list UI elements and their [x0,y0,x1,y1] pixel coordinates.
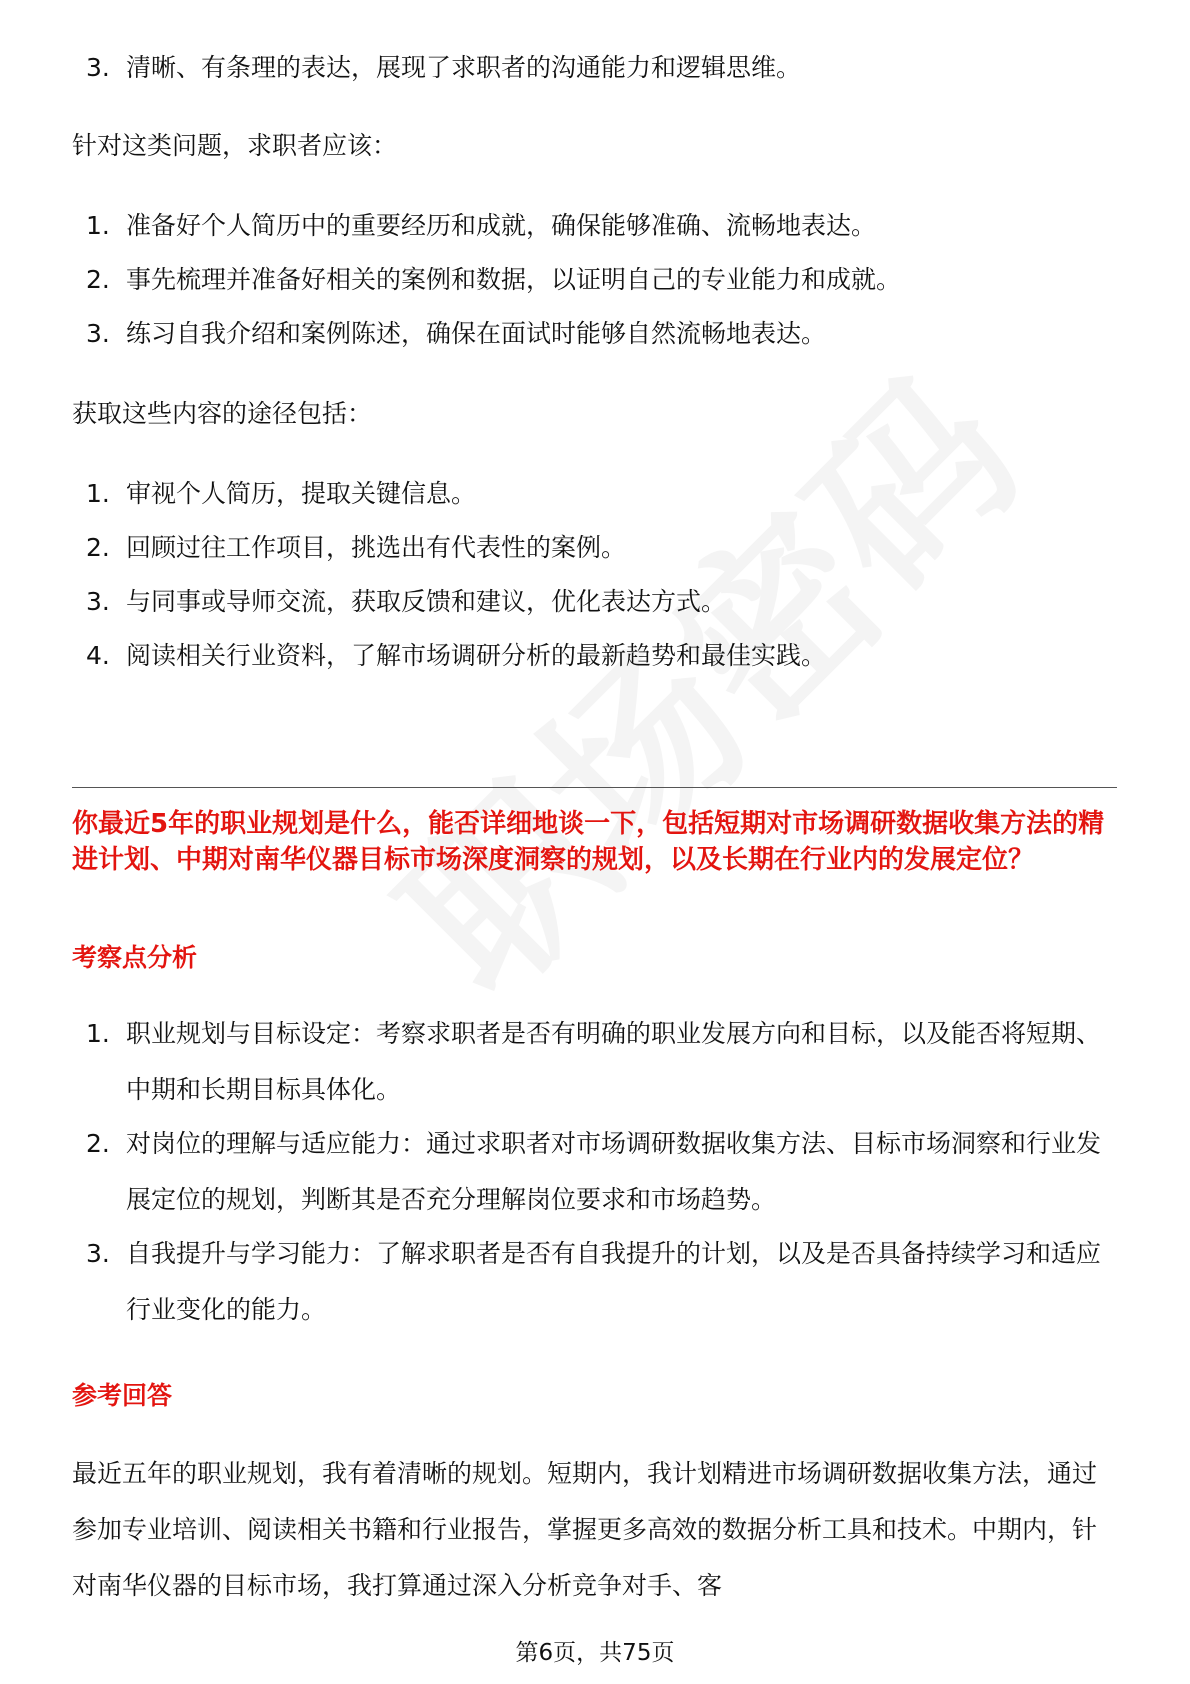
list-number: 3. [86,587,110,616]
answer-title: 参考回答 [72,1381,173,1410]
list-number: 3. [86,319,110,348]
list-number: 1. [86,479,110,508]
answer-paragraph: 最近五年的职业规划，我有着清晰的规划。短期内，我计划精进市场调研数据收集方法，通过参加专业培训、阅读相关书籍和行业报告，掌握更多高效的数据分析工具和技术。中期内，针对南华仪器的目标市场，我打算通过深入分析竞争对手、客 [72,1459,1098,1600]
list-text: 事先梳理并准备好相关的案例和数据，以证明自己的专业能力和成就。 [126,265,902,294]
list-text: 清晰、有条理的表达，展现了求职者的沟通能力和逻辑思维。 [126,53,802,82]
list-number: 4. [86,641,110,670]
paragraph: 获取这些内容的途径包括： [72,399,373,428]
analysis-title: 考察点分析 [72,943,198,972]
list-number: 3. [86,1239,110,1268]
list-text: 与同事或导师交流，获取反馈和建议，优化表达方式。 [126,587,727,616]
question-heading: 你最近5年的职业规划是什么，能否详细地谈一下，包括短期对市场调研数据收集方法的精进计划、中期对南华仪器目标市场深度洞察的规划，以及长期在行业内的发展定位？ [72,809,1105,875]
list-text: 职业规划与目标设定：考察求职者是否有明确的职业发展方向和目标，以及能否将短期、中期和长期目标具体化。 [126,1019,1102,1104]
list-text: 阅读相关行业资料，了解市场调研分析的最新趋势和最佳实践。 [126,641,827,670]
list-text: 自我提升与学习能力：了解求职者是否有自我提升的计划，以及是否具备持续学习和适应行业变化的能力。 [126,1239,1102,1324]
list-number: 2. [86,265,110,294]
list-text: 练习自我介绍和案例陈述，确保在面试时能够自然流畅地表达。 [126,319,827,348]
list-number: 2. [86,533,110,562]
divider [72,787,1117,788]
list-number: 2. [86,1129,110,1158]
list-number: 3. [86,53,110,82]
list-number: 1. [86,211,110,240]
list-text: 回顾过往工作项目，挑选出有代表性的案例。 [126,533,627,562]
list-text: 审视个人简历，提取关键信息。 [126,479,477,508]
paragraph: 针对这类问题，求职者应该： [72,131,398,160]
page-number: 第6页，共75页 [515,1640,675,1666]
list-text: 准备好个人简历中的重要经历和成就，确保能够准确、流畅地表达。 [126,211,877,240]
list-text: 对岗位的理解与适应能力：通过求职者对市场调研数据收集方法、目标市场洞察和行业发展定位的规划，判断其是否充分理解岗位要求和市场趋势。 [126,1129,1102,1214]
list-number: 1. [86,1019,110,1048]
